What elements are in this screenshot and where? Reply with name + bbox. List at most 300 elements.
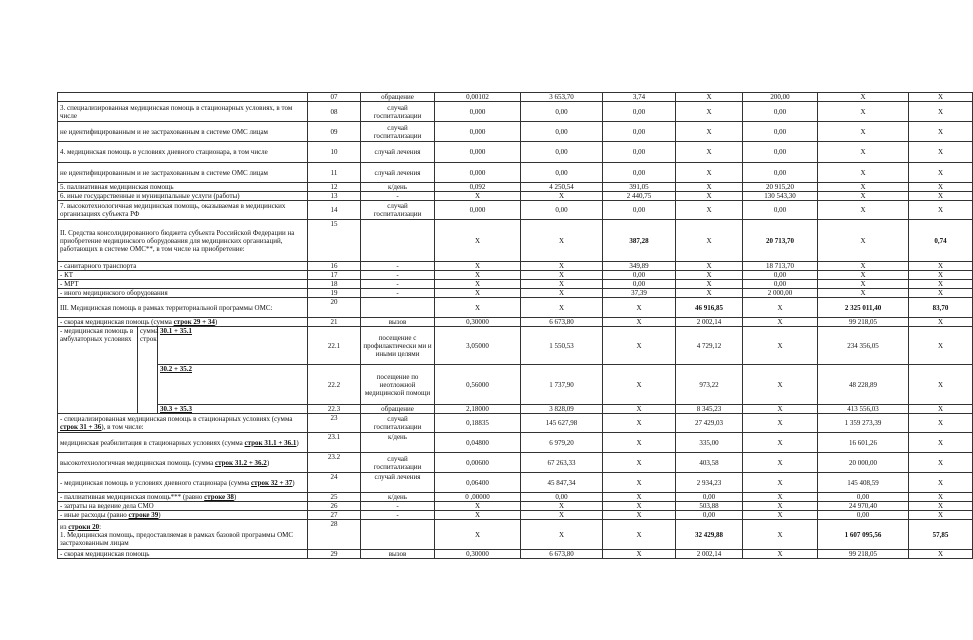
value-cell: X xyxy=(676,142,743,163)
row-reference: строк 31.1 + 36.1 xyxy=(244,438,297,447)
row-reference: строк 29 + 34 xyxy=(173,318,215,326)
value-cell: 2 934,23 xyxy=(676,473,743,493)
table-row xyxy=(58,493,973,502)
value-cell: X xyxy=(909,192,973,201)
value-cell: 0,06400 xyxy=(435,473,521,493)
value-cell: X xyxy=(435,192,521,201)
unit-cell xyxy=(361,298,435,318)
unit-cell: обращение xyxy=(361,93,435,102)
value-cell: 145 627,98 xyxy=(521,414,603,433)
value-cell: X xyxy=(435,220,521,262)
row-label: - медицинская помощь в амбулаторных условиях xyxy=(58,327,138,414)
value-cell: X xyxy=(909,493,973,502)
row-number: 22.3 xyxy=(308,405,361,414)
unit-cell: случай лечения xyxy=(361,142,435,163)
value-cell: X xyxy=(743,520,818,550)
value-cell: X xyxy=(435,280,521,289)
value-cell: X xyxy=(909,414,973,433)
row-reference: строки 20 xyxy=(68,522,100,531)
label-text: ) xyxy=(158,511,161,519)
value-cell: 145 408,59 xyxy=(818,473,909,493)
table-row xyxy=(58,262,973,271)
value-cell: X xyxy=(521,289,603,298)
value-cell: X xyxy=(818,262,909,271)
label-text: из xyxy=(60,522,69,531)
value-cell: 0,00 xyxy=(743,142,818,163)
unit-cell: случай лечения xyxy=(361,473,435,493)
value-cell: X xyxy=(909,271,973,280)
row-label: - КТ xyxy=(58,271,308,280)
table-row xyxy=(58,280,973,289)
value-cell: 48 228,89 xyxy=(818,365,909,405)
value-cell: X xyxy=(818,280,909,289)
unit-cell: - xyxy=(361,289,435,298)
value-cell: X xyxy=(743,511,818,520)
value-cell: 32 429,88 xyxy=(676,520,743,550)
value-cell: X xyxy=(603,298,676,318)
label-text: 1. Медицинская помощь, предоставляемая в рамках базовой программы ОМС застрахованным лицам xyxy=(60,530,294,547)
value-cell: 0,74 xyxy=(909,220,973,262)
value-cell: 391,05 xyxy=(603,183,676,192)
value-cell: X xyxy=(909,433,973,453)
value-cell: 0,00 xyxy=(676,493,743,502)
row-number: 23 xyxy=(308,414,361,433)
table-row xyxy=(58,163,973,183)
row-number: 23.2 xyxy=(308,453,361,473)
value-cell: 0,00 xyxy=(603,122,676,142)
value-cell: 403,58 xyxy=(676,453,743,473)
value-cell: 99 218,05 xyxy=(818,550,909,559)
row-label xyxy=(58,414,308,433)
table-row xyxy=(58,298,973,318)
value-cell: X xyxy=(521,511,603,520)
value-cell: 99 218,05 xyxy=(818,318,909,327)
value-cell: X xyxy=(435,511,521,520)
row-number: 10 xyxy=(308,142,361,163)
unit-cell: посещение по неотложной медицинской помощи xyxy=(361,365,435,405)
value-cell: 6 673,80 xyxy=(521,550,603,559)
row-reference: строк 31.2 + 36.2 xyxy=(215,458,267,467)
value-cell: 2 000,00 xyxy=(743,289,818,298)
value-cell: 0,00 xyxy=(521,493,603,502)
table-row xyxy=(58,271,973,280)
table-row xyxy=(58,318,973,327)
unit-cell: к/день xyxy=(361,183,435,192)
row-reference-text: 30.1 + 35.1 xyxy=(160,327,192,335)
value-cell: 0,00 xyxy=(818,511,909,520)
table-row xyxy=(58,405,973,414)
value-cell: X xyxy=(676,122,743,142)
value-cell: 0,00 xyxy=(521,201,603,220)
row-label xyxy=(58,473,308,493)
row-label: не идентифицированным и не застрахованным в системе ОМС лицам xyxy=(58,163,308,183)
value-cell: X xyxy=(435,289,521,298)
label-text: ) xyxy=(266,458,270,467)
value-cell: 349,89 xyxy=(603,262,676,271)
row-number: 22.2 xyxy=(308,365,361,405)
value-cell: 0,000 xyxy=(435,122,521,142)
value-cell: X xyxy=(818,183,909,192)
value-cell: X xyxy=(909,183,973,192)
value-cell: X xyxy=(909,289,973,298)
value-cell: 0,00 xyxy=(743,280,818,289)
unit-cell: случай госпитализации xyxy=(361,453,435,473)
row-label: не идентифицированным и не застрахованным в системе ОМС лицам xyxy=(58,122,308,142)
value-cell: 0 ,00000 xyxy=(435,493,521,502)
row-reference xyxy=(158,405,308,414)
value-cell: 0,00 xyxy=(743,122,818,142)
value-cell: 1 550,53 xyxy=(521,327,603,365)
value-cell: 3 828,09 xyxy=(521,405,603,414)
table-row xyxy=(58,201,973,220)
value-cell: 0,00 xyxy=(521,122,603,142)
row-reference: строке 39 xyxy=(128,511,159,519)
table-row xyxy=(58,183,973,192)
value-cell: X xyxy=(909,502,973,511)
value-cell: 20 000,00 xyxy=(818,453,909,473)
value-cell: 45 847,34 xyxy=(521,473,603,493)
value-cell: 37,39 xyxy=(603,289,676,298)
value-cell: X xyxy=(676,262,743,271)
value-cell: 0,00 xyxy=(603,163,676,183)
row-label: 7. высокотехнологичная медицинская помощь, оказываемая в медицинских организациях субъекта РФ xyxy=(58,201,308,220)
row-number: 16 xyxy=(308,262,361,271)
value-cell: 0,00 xyxy=(743,201,818,220)
value-cell: X xyxy=(909,405,973,414)
value-cell: 1 737,90 xyxy=(521,365,603,405)
value-cell: 20 915,20 xyxy=(743,183,818,192)
row-label xyxy=(58,453,308,473)
table-row xyxy=(58,511,973,520)
value-cell: 130 543,30 xyxy=(743,192,818,201)
label-text: ) xyxy=(214,318,218,326)
row-label: III. Медицинская помощь в рамках территориальной программы ОМС: xyxy=(58,298,308,318)
unit-cell: - xyxy=(361,262,435,271)
value-cell: 0,00 xyxy=(521,102,603,122)
financial-table xyxy=(57,92,973,559)
label-text: - специализированная медицинская помощь в стационарных условиях (сумма xyxy=(60,415,293,423)
table-row xyxy=(58,453,973,473)
value-cell: 46 916,85 xyxy=(676,298,743,318)
value-cell: 413 556,03 xyxy=(818,405,909,414)
value-cell: 0,00 xyxy=(603,102,676,122)
row-number: 28 xyxy=(308,520,361,550)
table-row xyxy=(58,414,973,433)
value-cell: X xyxy=(909,511,973,520)
row-label: II. Средства консолидированного бюджета субъекта Российской Федерации на приобретение медицинского оборудования для медицинских организаций, работающих в системе ОМС**, в том числе на приобретение: xyxy=(58,220,308,262)
unit-cell: - xyxy=(361,511,435,520)
label-text: - медицинская помощь в условиях дневного стационара (сумма xyxy=(60,478,251,487)
row-number: 08 xyxy=(308,102,361,122)
table-row xyxy=(58,289,973,298)
value-cell: 0,00 xyxy=(743,102,818,122)
value-cell: X xyxy=(676,280,743,289)
value-cell: 2 440,75 xyxy=(603,192,676,201)
value-cell: X xyxy=(603,433,676,453)
table-row xyxy=(58,520,973,550)
value-cell: 0,00 xyxy=(743,271,818,280)
value-cell: X xyxy=(676,192,743,201)
row-label xyxy=(58,511,308,520)
value-cell: 200,00 xyxy=(743,93,818,102)
table-row xyxy=(58,93,973,102)
value-cell: 1 607 095,56 xyxy=(818,520,909,550)
value-cell: X xyxy=(603,318,676,327)
value-cell: X xyxy=(603,473,676,493)
value-cell: X xyxy=(909,365,973,405)
value-cell: X xyxy=(676,183,743,192)
value-cell: 0,00600 xyxy=(435,453,521,473)
table-row xyxy=(58,192,973,201)
label-text: - скорая медицинская помощь (сумма xyxy=(60,318,174,326)
table-row xyxy=(58,142,973,163)
label-text: высокотехнологичная медицинская помощь (сумма xyxy=(60,458,216,467)
unit-cell: вызов xyxy=(361,318,435,327)
value-cell: 503,88 xyxy=(676,502,743,511)
unit-cell: - xyxy=(361,502,435,511)
label-text: : xyxy=(99,522,102,531)
value-cell: 0,000 xyxy=(435,102,521,122)
value-cell: X xyxy=(909,163,973,183)
value-cell: 0,092 xyxy=(435,183,521,192)
value-cell: 0,56000 xyxy=(435,365,521,405)
row-number: 14 xyxy=(308,201,361,220)
value-cell: X xyxy=(743,365,818,405)
value-cell: X xyxy=(818,192,909,201)
table-row xyxy=(58,365,973,405)
value-cell: X xyxy=(743,298,818,318)
row-number: 26 xyxy=(308,502,361,511)
value-cell: 8 345,23 xyxy=(676,405,743,414)
row-label: 4. медицинская помощь в условиях дневного стационара, в том числе xyxy=(58,142,308,163)
label-text: - паллиативная медицинская помощь*** (равно xyxy=(60,493,205,501)
unit-cell: вызов xyxy=(361,550,435,559)
unit-cell: случай госпитализации xyxy=(361,414,435,433)
value-cell: X xyxy=(676,271,743,280)
row-label: 5. паллиативная медицинская помощь xyxy=(58,183,308,192)
row-label xyxy=(58,93,308,102)
row-label xyxy=(58,520,308,550)
label-text: ), в том числе: xyxy=(101,423,144,431)
value-cell: 27 429,03 xyxy=(676,414,743,433)
row-number: 21 xyxy=(308,318,361,327)
value-cell: 2,18000 xyxy=(435,405,521,414)
value-cell: X xyxy=(909,280,973,289)
value-cell: 3,05000 xyxy=(435,327,521,365)
value-cell: X xyxy=(521,298,603,318)
value-cell: X xyxy=(818,163,909,183)
value-cell: 0,00102 xyxy=(435,93,521,102)
table-row xyxy=(58,220,973,262)
value-cell: X xyxy=(603,493,676,502)
row-number: 18 xyxy=(308,280,361,289)
value-cell: 2 002,14 xyxy=(676,550,743,559)
table-row xyxy=(58,433,973,453)
value-cell: X xyxy=(676,220,743,262)
label-text: ) xyxy=(296,438,299,447)
value-cell: X xyxy=(603,550,676,559)
value-cell: X xyxy=(603,365,676,405)
row-number: 12 xyxy=(308,183,361,192)
value-cell: X xyxy=(743,327,818,365)
row-number: 24 xyxy=(308,473,361,493)
row-reference: строк 31 + 36 xyxy=(60,423,102,431)
value-cell: 234 356,05 xyxy=(818,327,909,365)
row-number: 25 xyxy=(308,493,361,502)
row-reference xyxy=(158,327,308,365)
unit-cell: к/день xyxy=(361,433,435,453)
value-cell: X xyxy=(676,102,743,122)
value-cell: 0,00 xyxy=(603,201,676,220)
value-cell: 3,74 xyxy=(603,93,676,102)
value-cell: X xyxy=(909,550,973,559)
value-cell: 0,30000 xyxy=(435,550,521,559)
unit-cell: - xyxy=(361,280,435,289)
value-cell: 67 263,33 xyxy=(521,453,603,473)
value-cell: X xyxy=(743,502,818,511)
row-label: - скорая медицинская помощь xyxy=(58,550,308,559)
value-cell: 6 979,20 xyxy=(521,433,603,453)
row-reference-text: 30.3 + 35.3 xyxy=(160,405,192,413)
value-cell: X xyxy=(603,511,676,520)
unit-cell: посещение с профилактически ми и иными целями xyxy=(361,327,435,365)
row-reference-text: 30.2 + 35.2 xyxy=(160,365,192,373)
value-cell: 6 673,80 xyxy=(521,318,603,327)
row-label xyxy=(58,493,308,502)
value-cell: X xyxy=(603,453,676,473)
value-cell: 0,000 xyxy=(435,201,521,220)
value-cell: X xyxy=(676,163,743,183)
value-cell: X xyxy=(676,201,743,220)
value-cell: X xyxy=(909,318,973,327)
value-cell: X xyxy=(603,405,676,414)
value-cell: 0,00 xyxy=(676,511,743,520)
value-cell: X xyxy=(909,93,973,102)
value-cell: X xyxy=(435,298,521,318)
label-text: медицинская реабилитация в стационарных условиях (сумма xyxy=(60,438,245,447)
unit-cell: случай госпитализации xyxy=(361,102,435,122)
value-cell: X xyxy=(743,433,818,453)
value-cell: X xyxy=(743,318,818,327)
row-label: - санитарного транспорта xyxy=(58,262,308,271)
value-cell: X xyxy=(521,280,603,289)
value-cell: 973,22 xyxy=(676,365,743,405)
value-cell: X xyxy=(435,271,521,280)
table-row xyxy=(58,502,973,511)
value-cell: X xyxy=(909,453,973,473)
row-label: 3. специализированная медицинская помощь в стационарных условиях, в том числе xyxy=(58,102,308,122)
value-cell: 0,00 xyxy=(521,163,603,183)
value-cell: 4 729,12 xyxy=(676,327,743,365)
row-number: 07 xyxy=(308,93,361,102)
value-cell: X xyxy=(521,262,603,271)
value-cell: 1 359 273,39 xyxy=(818,414,909,433)
value-cell: X xyxy=(743,405,818,414)
unit-cell: случай госпитализации xyxy=(361,122,435,142)
row-number: 20 xyxy=(308,298,361,318)
value-cell: 0,00 xyxy=(743,163,818,183)
value-cell: 387,28 xyxy=(603,220,676,262)
value-cell: X xyxy=(521,220,603,262)
row-label: - иного медицинского оборудования xyxy=(58,289,308,298)
row-number: 17 xyxy=(308,271,361,280)
unit-cell xyxy=(361,520,435,550)
value-cell: X xyxy=(743,473,818,493)
value-cell: X xyxy=(909,473,973,493)
value-cell: X xyxy=(521,192,603,201)
row-number: 19 xyxy=(308,289,361,298)
value-cell: X xyxy=(818,93,909,102)
value-cell: X xyxy=(743,550,818,559)
value-cell: X xyxy=(435,520,521,550)
value-cell: 20 713,70 xyxy=(743,220,818,262)
value-cell: 0,00 xyxy=(818,493,909,502)
unit-cell: - xyxy=(361,271,435,280)
row-label xyxy=(58,318,308,327)
value-cell: 18 713,70 xyxy=(743,262,818,271)
value-cell: 3 653,70 xyxy=(521,93,603,102)
value-cell: 335,00 xyxy=(676,433,743,453)
value-cell: X xyxy=(676,289,743,298)
value-cell: X xyxy=(521,502,603,511)
value-cell: X xyxy=(818,142,909,163)
value-cell: X xyxy=(909,201,973,220)
unit-cell xyxy=(361,220,435,262)
row-number: 15 xyxy=(308,220,361,262)
value-cell: X xyxy=(818,220,909,262)
value-cell: X xyxy=(909,122,973,142)
value-cell: X xyxy=(909,262,973,271)
row-label: - МРТ xyxy=(58,280,308,289)
unit-cell: обращение xyxy=(361,405,435,414)
unit-cell: - xyxy=(361,192,435,201)
table-row xyxy=(58,327,973,365)
label-text: ) xyxy=(233,493,237,501)
table-row xyxy=(58,550,973,559)
row-reference: строке 38 xyxy=(204,493,234,501)
row-number: 11 xyxy=(308,163,361,183)
row-number: 29 xyxy=(308,550,361,559)
value-cell: 0,00 xyxy=(603,271,676,280)
value-cell: X xyxy=(909,327,973,365)
unit-cell: случай госпитализации xyxy=(361,201,435,220)
value-cell: X xyxy=(818,289,909,298)
value-cell: 0,00 xyxy=(603,280,676,289)
table-row xyxy=(58,473,973,493)
unit-cell: случай лечения xyxy=(361,163,435,183)
row-number: 23.1 xyxy=(308,433,361,453)
value-cell: X xyxy=(603,414,676,433)
value-cell: X xyxy=(435,262,521,271)
value-cell: X xyxy=(909,142,973,163)
value-cell: 2 325 011,40 xyxy=(818,298,909,318)
value-cell: 0,18835 xyxy=(435,414,521,433)
value-cell: X xyxy=(603,520,676,550)
value-cell: X xyxy=(743,493,818,502)
unit-cell: к/день xyxy=(361,493,435,502)
label-text: ) xyxy=(292,478,295,487)
row-number: 27 xyxy=(308,511,361,520)
row-reference: строк 32 + 37 xyxy=(251,478,293,487)
value-cell: 0,30000 xyxy=(435,318,521,327)
value-cell: 57,85 xyxy=(909,520,973,550)
row-number: 13 xyxy=(308,192,361,201)
value-cell: 24 970,40 xyxy=(818,502,909,511)
row-number: 09 xyxy=(308,122,361,142)
value-cell: 0,00 xyxy=(603,142,676,163)
value-cell: X xyxy=(521,271,603,280)
value-cell: X xyxy=(818,201,909,220)
